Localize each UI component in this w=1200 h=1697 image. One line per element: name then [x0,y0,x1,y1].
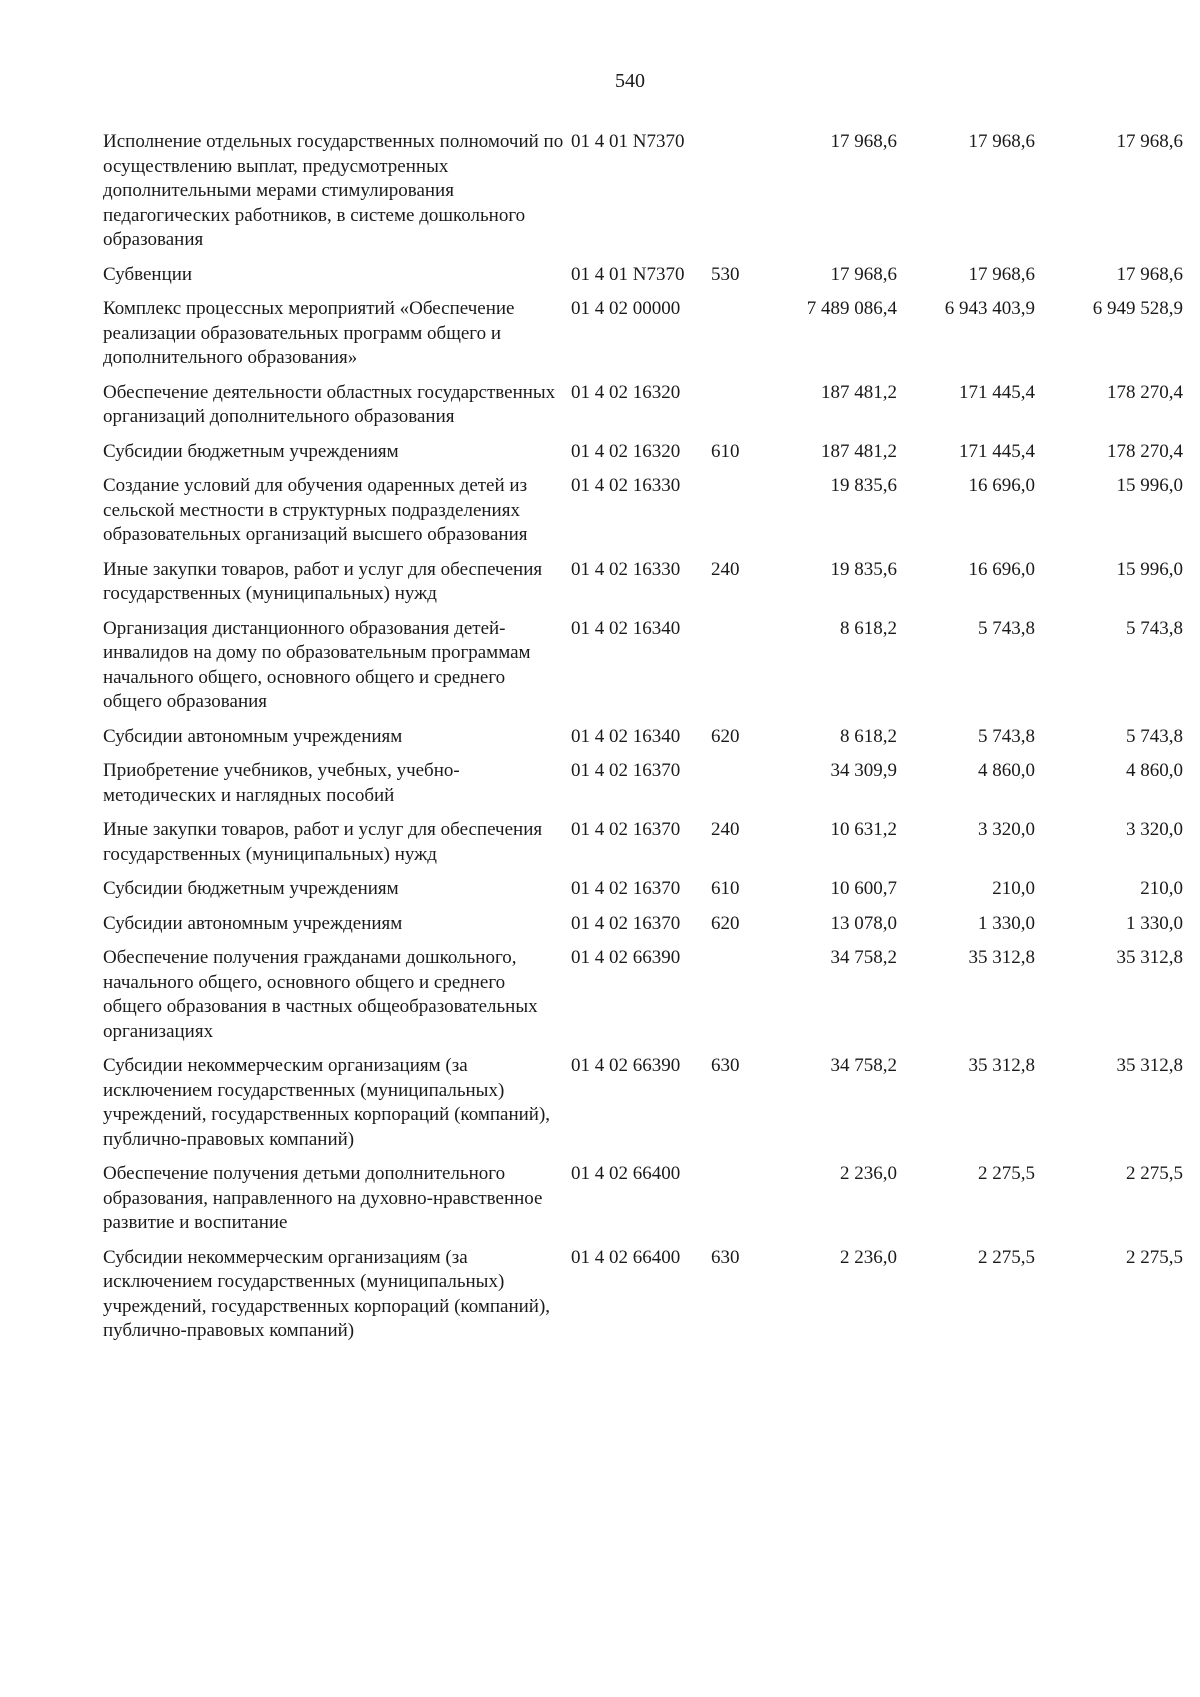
row-name: Субвенции [103,263,193,285]
row-expense-type: 630 [711,1246,740,1268]
table-row [103,877,1183,902]
row-amount-year-2: 16 696,0 [968,475,1035,496]
table-row [103,818,1183,867]
row-name: Субсидии автономным учреждениям [103,725,403,747]
row-expense-type: 610 [711,878,740,899]
row-amount-year-1: 8 618,2 [840,725,897,747]
row-amount-year-1: 19 835,6 [830,558,897,580]
row-code: 01 4 02 16370 [571,760,681,781]
row-code: 01 4 02 66400 [571,1163,681,1184]
row-amount-year-3: 15 996,0 [1116,475,1183,496]
row-name: Обеспечение получения детьми дополнительного образования, направленного на духовно-нравственное развитие и воспитание [103,1163,543,1233]
table-row [103,912,1183,937]
row-amount-year-1: 187 481,2 [821,440,897,462]
row-amount-year-2: 4 860,0 [978,760,1035,781]
row-amount-year-1: 34 758,2 [830,947,897,968]
row-name: Субсидии автономным учреждениям [103,912,403,934]
row-name: Исполнение отдельных государственных полномочий по осуществлению выплат, предусмотренных дополнительными мерами стимулирования педагогических работников, в системе дошкольного образования [103,131,564,250]
row-amount-year-3: 1 330,0 [1126,912,1183,934]
row-code: 01 4 02 16320 [571,381,681,403]
row-amount-year-3: 17 968,6 [1116,131,1183,152]
row-amount-year-3: 210,0 [1140,878,1183,899]
row-code: 01 4 02 00000 [571,298,681,319]
row-expense-type: 630 [711,1055,740,1076]
row-amount-year-2: 2 275,5 [978,1246,1035,1268]
table-row [103,759,1183,808]
row-amount-year-2: 16 696,0 [968,558,1035,580]
row-expense-type: 240 [711,558,740,580]
row-expense-type: 620 [711,725,740,747]
page-number: 540 [615,70,645,92]
row-amount-year-1: 17 968,6 [830,263,897,285]
table-row [103,1246,1183,1344]
row-amount-year-3: 4 860,0 [1126,760,1183,781]
row-amount-year-3: 178 270,4 [1107,440,1183,462]
row-expense-type: 530 [711,263,740,285]
row-code: 01 4 02 16340 [571,725,681,747]
row-amount-year-2: 35 312,8 [968,947,1035,968]
row-name: Обеспечение деятельности областных государственных организаций дополнительного образования [103,381,556,427]
table-row [103,946,1183,1044]
row-name: Обеспечение получения гражданами дошкольного, начального общего, основного общего и среднего общего образования в частных общеобразовательных организациях [103,947,538,1042]
row-code: 01 4 02 16320 [571,440,681,462]
row-amount-year-1: 10 600,7 [830,878,897,899]
row-expense-type: 610 [711,440,740,462]
table-row [103,440,1183,465]
row-amount-year-1: 13 078,0 [830,912,897,934]
table-row [103,263,1183,288]
row-amount-year-2: 5 743,8 [978,725,1035,747]
row-name: Приобретение учебников, учебных, учебно-методических и наглядных пособий [103,760,460,806]
table-row [103,617,1183,715]
table-row [103,297,1183,371]
table-row [103,558,1183,607]
row-amount-year-1: 2 236,0 [840,1246,897,1268]
row-amount-year-2: 35 312,8 [968,1055,1035,1076]
row-name: Иные закупки товаров, работ и услуг для обеспечения государственных (муниципальных) нужд [103,558,543,604]
row-code: 01 4 02 66400 [571,1246,681,1268]
row-amount-year-1: 17 968,6 [830,131,897,152]
row-name: Субсидии некоммерческим организациям (за исключением государственных (муниципальных) учреждений, государственных корпораций (компаний), публично-правовых компаний) [103,1246,551,1341]
row-amount-year-2: 2 275,5 [978,1163,1035,1184]
row-name: Субсидии бюджетным учреждениям [103,878,399,899]
row-amount-year-2: 5 743,8 [978,617,1035,639]
row-amount-year-2: 171 445,4 [959,440,1035,462]
row-expense-type: 620 [711,912,740,934]
row-code: 01 4 02 66390 [571,1055,681,1076]
table-row [103,725,1183,750]
row-code: 01 4 02 66390 [571,947,681,968]
row-code: 01 4 02 16340 [571,617,681,639]
row-code: 01 4 02 16330 [571,558,681,580]
row-amount-year-1: 10 631,2 [830,819,897,840]
row-name: Создание условий для обучения одаренных детей из сельской местности в структурных подразделениях образовательных организаций высшего образования [103,475,528,545]
row-expense-type: 240 [711,819,740,840]
row-amount-year-3: 178 270,4 [1107,381,1183,403]
row-amount-year-1: 187 481,2 [821,381,897,403]
row-amount-year-1: 34 758,2 [830,1055,897,1076]
row-name: Иные закупки товаров, работ и услуг для обеспечения государственных (муниципальных) нужд [103,819,543,865]
row-amount-year-2: 210,0 [992,878,1035,899]
row-amount-year-3: 2 275,5 [1126,1246,1183,1268]
row-amount-year-3: 35 312,8 [1116,947,1183,968]
row-amount-year-3: 6 949 528,9 [1092,298,1183,319]
row-amount-year-2: 3 320,0 [978,819,1035,840]
row-amount-year-3: 3 320,0 [1126,819,1183,840]
row-code: 01 4 01 N7370 [571,131,685,152]
row-amount-year-3: 35 312,8 [1116,1055,1183,1076]
row-amount-year-3: 5 743,8 [1126,725,1183,747]
table-row [103,1054,1183,1152]
row-amount-year-3: 2 275,5 [1126,1163,1183,1184]
row-amount-year-3: 17 968,6 [1116,263,1183,285]
row-amount-year-2: 1 330,0 [978,912,1035,934]
row-code: 01 4 01 N7370 [571,263,685,285]
row-name: Субсидии некоммерческим организациям (за исключением государственных (муниципальных) учреждений, государственных корпораций (компаний), публично-правовых компаний) [103,1055,551,1150]
row-amount-year-1: 2 236,0 [840,1163,897,1184]
row-amount-year-3: 15 996,0 [1116,558,1183,580]
row-code: 01 4 02 16370 [571,912,681,934]
row-amount-year-2: 17 968,6 [968,131,1035,152]
row-amount-year-2: 6 943 403,9 [944,298,1035,319]
row-code: 01 4 02 16330 [571,475,681,496]
row-name: Организация дистанционного образования детей-инвалидов на дому по образовательным программам начального общего, основного общего и среднего общего образования [103,617,531,712]
table-row [103,1162,1183,1236]
row-amount-year-1: 19 835,6 [830,475,897,496]
row-name: Субсидии бюджетным учреждениям [103,440,399,462]
row-code: 01 4 02 16370 [571,878,681,899]
row-amount-year-1: 8 618,2 [840,617,897,639]
budget-table [103,130,1183,1354]
table-row [103,130,1183,253]
row-amount-year-2: 171 445,4 [959,381,1035,403]
row-amount-year-1: 7 489 086,4 [806,298,897,319]
table-row [103,474,1183,548]
table-row [103,381,1183,430]
row-code: 01 4 02 16370 [571,819,681,840]
row-name: Комплекс процессных мероприятий «Обеспечение реализации образовательных программ общего и дополнительного образования» [103,298,515,368]
row-amount-year-1: 34 309,9 [830,760,897,781]
row-amount-year-2: 17 968,6 [968,263,1035,285]
row-amount-year-3: 5 743,8 [1126,617,1183,639]
